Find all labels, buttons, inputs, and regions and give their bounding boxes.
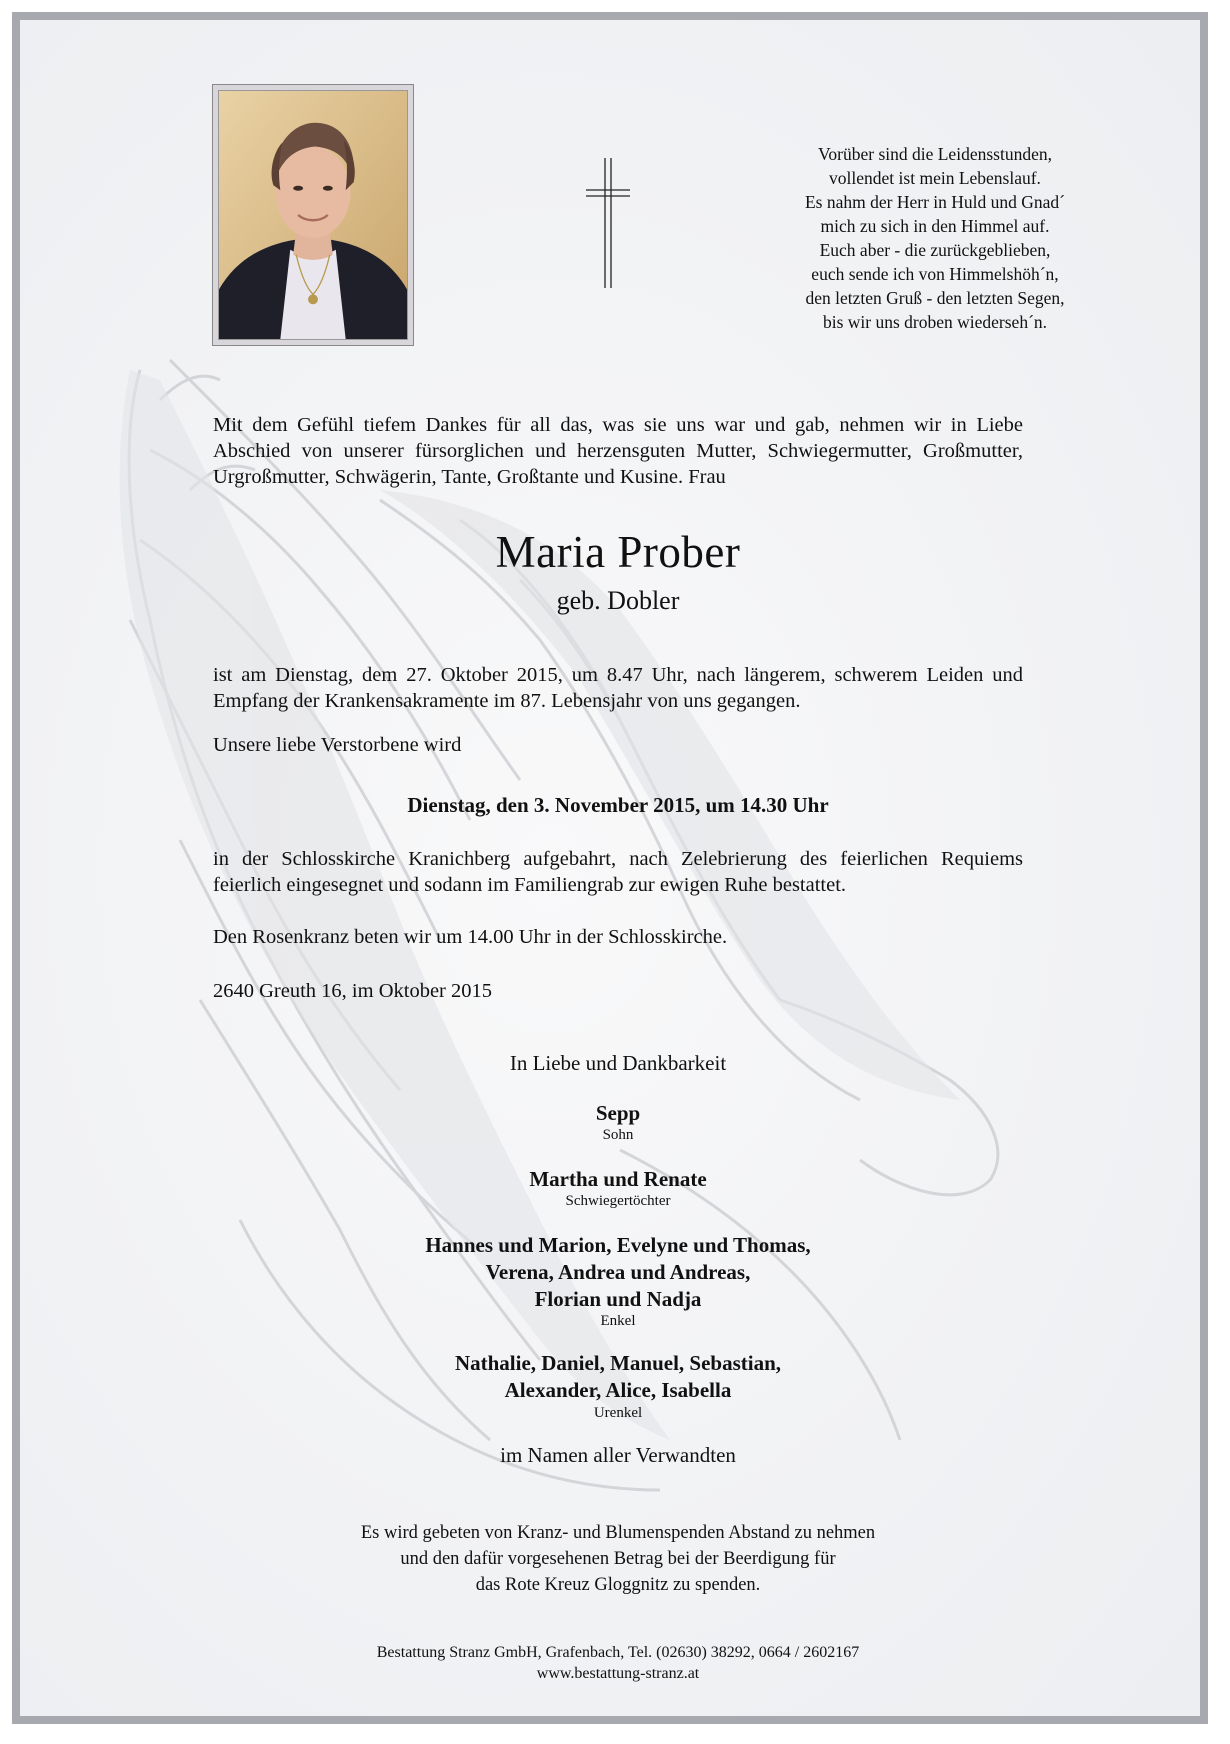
family-role: Schwiegertöchter <box>565 1193 671 1209</box>
donation-line: das Rote Kreuz Gloggnitz zu spenden. <box>475 1575 761 1595</box>
death-notice: ist am Dienstag, dem 27. Oktober 2015, um 8.47 Uhr, nach längerem, schwerem Leiden und Empfang der Krankensakramente im 87. Lebensjahr von uns gegangen. <box>213 664 1023 712</box>
funeral-intro: Unsere liebe Verstorbene wird <box>213 734 462 756</box>
poem-line: Euch aber - die zurückgeblieben, <box>819 240 1051 260</box>
footer-website: www.bestattung-stranz.at <box>536 1665 700 1682</box>
donation-line: Es wird gebeten von Kranz- und Blumenspenden Abstand zu nehmen <box>360 1523 876 1543</box>
family-name-line: Florian und Nadja <box>534 1287 702 1311</box>
poem-line: den letzten Gruß - den letzten Segen, <box>805 288 1065 308</box>
maiden-name: geb. Dobler <box>556 586 680 615</box>
obituary-page <box>12 12 1208 1724</box>
rosary-note: Den Rosenkranz beten wir um 14.00 Uhr in der Schlosskirche. <box>213 926 728 948</box>
donation-line: und den dafür vorgesehenen Betrag bei der Beerdigung für <box>400 1549 836 1569</box>
intro-paragraph: Mit dem Gefühl tiefem Dankes für all das, was sie uns war und gab, nehmen wir in Liebe Abschied von unserer fürsorglichen und herzensguten Mutter, Schwiegermutter, Großmutter, Urgroßmutter, Schwägerin, Tante, Großtante und Kusine. Frau <box>213 414 1023 488</box>
family-name-line: Nathalie, Daniel, Manuel, Sebastian, <box>454 1351 782 1375</box>
closing-phrase: In Liebe und Dankbarkeit <box>509 1051 727 1075</box>
portrait-photo <box>212 84 414 346</box>
footer-contact: Bestattung Stranz GmbH, Grafenbach, Tel. (02630) 38292, 0664 / 2602167 <box>376 1644 860 1661</box>
portrait-image <box>218 90 408 340</box>
poem-line: Es nahm der Herr in Huld und Gnad´ <box>804 192 1065 212</box>
family-name-line: Verena, Andrea und Andreas, <box>485 1260 751 1284</box>
poem-line: Vorüber sind die Leidensstunden, <box>818 144 1052 164</box>
family-role: Urenkel <box>593 1405 643 1421</box>
poem-line: vollendet ist mein Lebenslauf. <box>829 168 1041 188</box>
funeral-date: Dienstag, den 3. November 2015, um 14.30 Uhr <box>407 793 829 817</box>
relatives-line: im Namen aller Verwandten <box>500 1443 736 1467</box>
family-name-line: Hannes und Marion, Evelyne und Thomas, <box>425 1233 811 1257</box>
poem-line: mich zu sich in den Himmel auf. <box>820 216 1050 236</box>
deceased-name: Maria Prober <box>495 527 741 577</box>
family-name-line: Alexander, Alice, Isabella <box>504 1378 732 1402</box>
poem <box>750 142 1120 334</box>
funeral-details: in der Schlosskirche Kranichberg aufgebahrt, nach Zelebrierung des feierlichen Requiems feierlich eingesegnet und sodann im Familiengrab zur ewigen Ruhe bestattet. <box>213 848 1023 896</box>
family-name-line: Sepp <box>595 1101 641 1125</box>
family-name-line: Martha und Renate <box>529 1167 707 1191</box>
poem-line: bis wir uns droben wiederseh´n. <box>822 312 1048 332</box>
family-role: Enkel <box>600 1313 636 1329</box>
family-role: Sohn <box>602 1127 634 1143</box>
place-date: 2640 Greuth 16, im Oktober 2015 <box>213 980 492 1002</box>
poem-line: euch sende ich von Himmelshöh´n, <box>811 264 1059 284</box>
cross-icon <box>586 158 630 288</box>
